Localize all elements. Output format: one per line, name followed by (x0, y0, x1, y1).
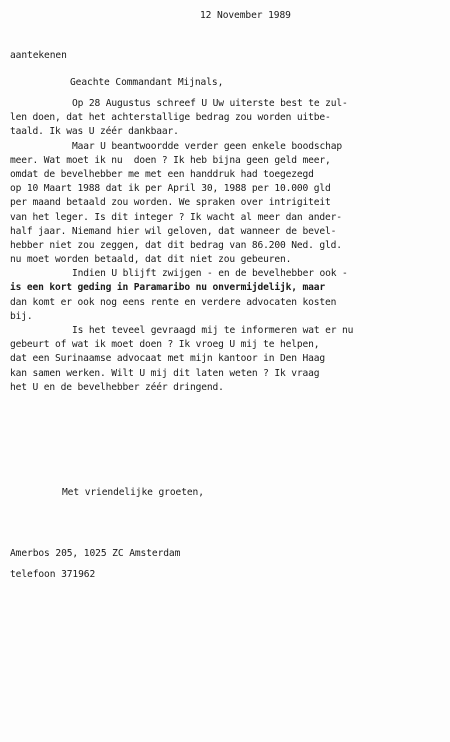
body-line: omdat de bevelhebber me met een handdruk had toegezegd (10, 168, 314, 180)
body-line: kan samen werken. Wilt U mij dit laten weten ? Ik vraag (10, 367, 320, 379)
body-line: is een kort geding in Paramaribo nu onvermijdelijk, maar (10, 282, 326, 294)
body-line: nu moet worden betaald, dat dit niet zou gebeuren. (10, 254, 292, 266)
body-line: Maar U beantwoordde verder geen enkele boodschap (72, 140, 343, 152)
body-line: meer. Wat moet ik nu doen ? Ik heb bijna geen geld meer, (10, 154, 331, 166)
body-line: per maand betaald zou worden. We spraken over intrigiteit (10, 197, 331, 209)
letter-date: 12 November 1989 (200, 10, 291, 21)
body-line: len doen, dat het achterstallige bedrag zou worden uitbe- (10, 112, 331, 124)
body-line: dat een Surinaamse advocaat met mijn kantoor in Den Haag (10, 353, 326, 365)
sender-address: Amerbos 205, 1025 ZC Amsterdam (10, 548, 181, 559)
body-line: dan komt er ook nog eens rente en verdere advocaten kosten (10, 296, 337, 308)
body-line: half jaar. Niemand hier wil geloven, dat wanneer de bevel- (10, 225, 337, 237)
salutation: Geachte Commandant Mijnals, (70, 77, 224, 88)
body-line: taald. Ik was U zéér dankbaar. (10, 126, 179, 138)
body-line: op 10 Maart 1988 dat ik per April 30, 1988 per 10.000 gld (10, 183, 331, 195)
letter-body (10, 97, 445, 395)
body-line: Is het teveel gevraagd mij te informeren wat er nu (72, 325, 354, 336)
body-line: gebeurt of wat ik moet doen ? Ik vroeg U mij te helpen, (10, 339, 320, 351)
body-line: van het leger. Is dit integer ? Ik wacht al meer dan ander- (10, 211, 342, 223)
body-line: Op 28 Augustus schreef U Uw uiterste best te zul- (72, 98, 348, 109)
body-line: het U en de bevelhebber zéér dringend. (10, 381, 224, 393)
body-line: hebber niet zou zeggen, dat dit bedrag van 86.200 Ned. gld. (10, 239, 342, 251)
sender-phone: telefoon 371962 (10, 569, 96, 580)
closing: Met vriendelijke groeten, (62, 487, 204, 498)
registered-mail-label: aantekenen (10, 50, 67, 61)
body-line: bij. (10, 310, 33, 322)
body-line: Indien U blijft zwijgen - en de bevelhebber ook - (72, 268, 348, 280)
